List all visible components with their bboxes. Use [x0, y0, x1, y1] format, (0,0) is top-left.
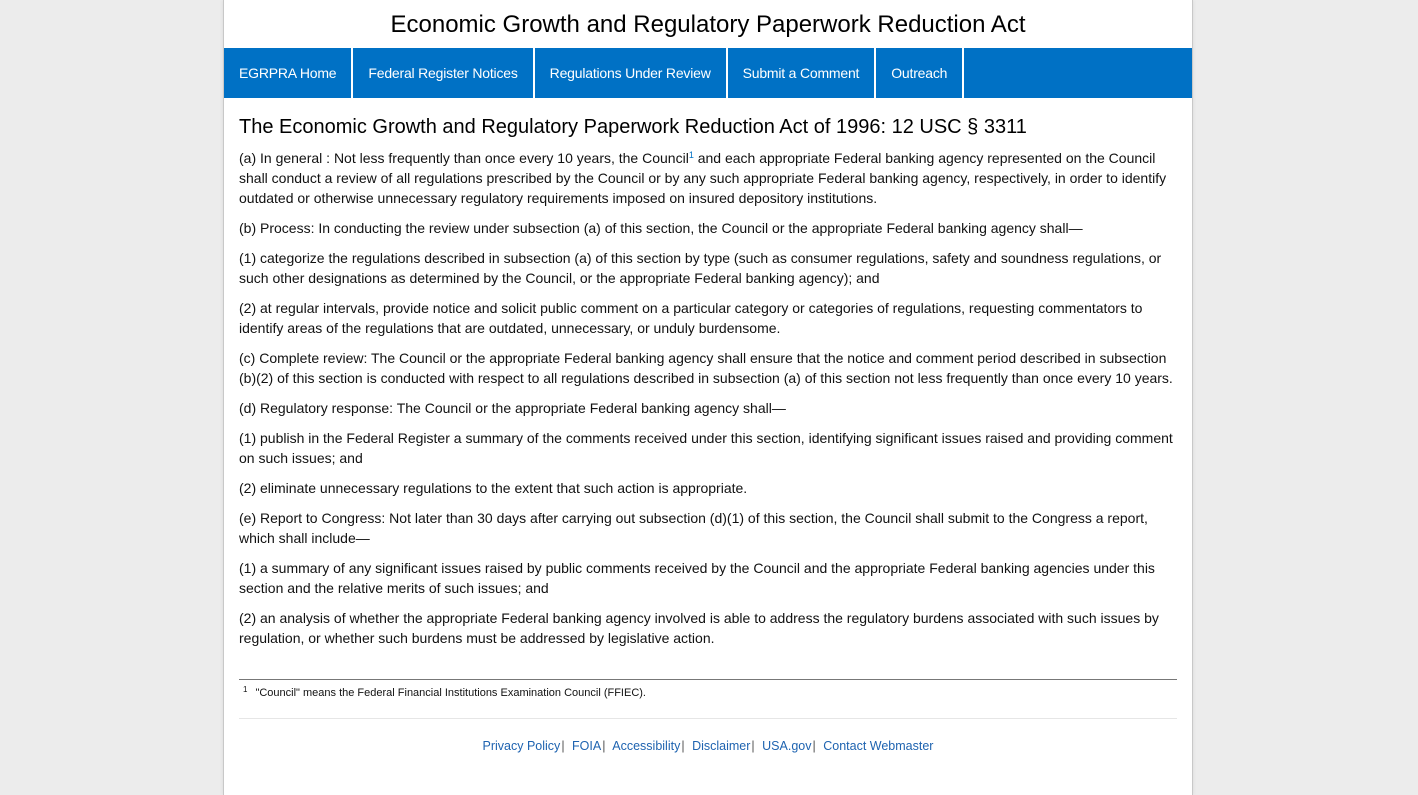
footer-separator: |: [681, 739, 685, 753]
paragraph-a-text: (a) In general : Not less frequently than once every 10 years, the Council: [239, 150, 689, 166]
footnote-mark: 1: [243, 685, 248, 694]
footer-links: [239, 739, 1177, 753]
footnote-ref[interactable]: 1: [688, 150, 694, 160]
site-title: Economic Growth and Regulatory Paperwork Reduction Act: [390, 11, 1026, 38]
nav-federal-register-notices[interactable]: Federal Register Notices: [353, 48, 534, 98]
paragraph-c: (c) Complete review: The Council or the appropriate Federal banking agency shall ensure that the notice and comment period described in subsection (b)(2) of this section is conducted with respect to all regulations described in subsection (a) of this section not less frequently than once every 10 years.: [239, 350, 1173, 386]
footer-usa-gov-link[interactable]: USA.gov: [762, 739, 812, 753]
footnote-text: "Council" means the Federal Financial Institutions Examination Council (FFIEC).: [255, 687, 646, 699]
footer-contact-webmaster-link[interactable]: Contact Webmaster: [823, 739, 934, 753]
footer-separator: |: [812, 739, 816, 753]
nav-outreach[interactable]: Outreach: [876, 48, 964, 98]
footer-foia-link[interactable]: FOIA: [572, 739, 602, 753]
footnote: [239, 685, 1177, 699]
paragraph-d1: (1) publish in the Federal Register a summary of the comments received under this section, identifying significant issues raised and providing comment on such issues; and: [239, 430, 1173, 466]
paragraph-e2: (2) an analysis of whether the appropriate Federal banking agency involved is able to address the regulatory burdens associated with such issues by regulation, or whether such burdens must be addressed by legislative action.: [239, 610, 1159, 646]
paragraph-e: (e) Report to Congress: Not later than 30 days after carrying out subsection (d)(1) of this section, the Council shall submit to the Congress a report, which shall include—: [239, 510, 1148, 546]
nav-egrpra-home[interactable]: EGRPRA Home: [224, 48, 353, 98]
footnote-divider: [239, 679, 1177, 680]
paragraph-b: (b) Process: In conducting the review under subsection (a) of this section, the Council or the appropriate Federal banking agency shall—: [239, 220, 1083, 236]
nav-regulations-under-review[interactable]: Regulations Under Review: [535, 48, 728, 98]
page-container: [223, 0, 1193, 795]
footer-accessibility-link[interactable]: Accessibility: [612, 739, 681, 753]
footer-separator: |: [751, 739, 755, 753]
footer-separator: |: [602, 739, 606, 753]
main-content: [224, 98, 1192, 753]
paragraph-e1: (1) a summary of any significant issues raised by public comments received by the Council and the appropriate Federal banking agencies under this section and the relative merits of such issues; and: [239, 560, 1155, 596]
footer-disclaimer-link[interactable]: Disclaimer: [692, 739, 751, 753]
main-nav: [224, 48, 1192, 98]
footer-divider: [239, 718, 1177, 719]
footer-privacy-policy-link[interactable]: Privacy Policy: [482, 739, 561, 753]
paragraph-a: [239, 148, 1177, 208]
paragraph-d: (d) Regulatory response: The Council or the appropriate Federal banking agency shall—: [239, 400, 786, 416]
nav-submit-a-comment[interactable]: Submit a Comment: [728, 48, 877, 98]
page-heading: The Economic Growth and Regulatory Paperwork Reduction Act of 1996: 12 USC § 3311: [239, 116, 1027, 138]
paragraph-b1: (1) categorize the regulations described in subsection (a) of this section by type (such as consumer regulations, safety and soundness regulations, or such other designations as determined by the Council, or the appropriate Federal banking agency); and: [239, 250, 1162, 286]
paragraph-d2: (2) eliminate unnecessary regulations to the extent that such action is appropriate.: [239, 480, 748, 496]
paragraph-a-text-rest: and each appropriate Federal banking agency represented on the Council shall conduct a review of all regulations prescribed by the Council or by any such appropriate Federal banking agency, respectively, in order to identify outdated or otherwise unnecessary regulatory requirements imposed on insured depository institutions.: [239, 150, 1167, 206]
paragraph-b2: (2) at regular intervals, provide notice and solicit public comment on a particular category or categories of regulations, requesting commentators to identify areas of the regulations that are outdated, unnecessary, or unduly burdensome.: [239, 300, 1143, 336]
footer-separator: |: [561, 739, 565, 753]
